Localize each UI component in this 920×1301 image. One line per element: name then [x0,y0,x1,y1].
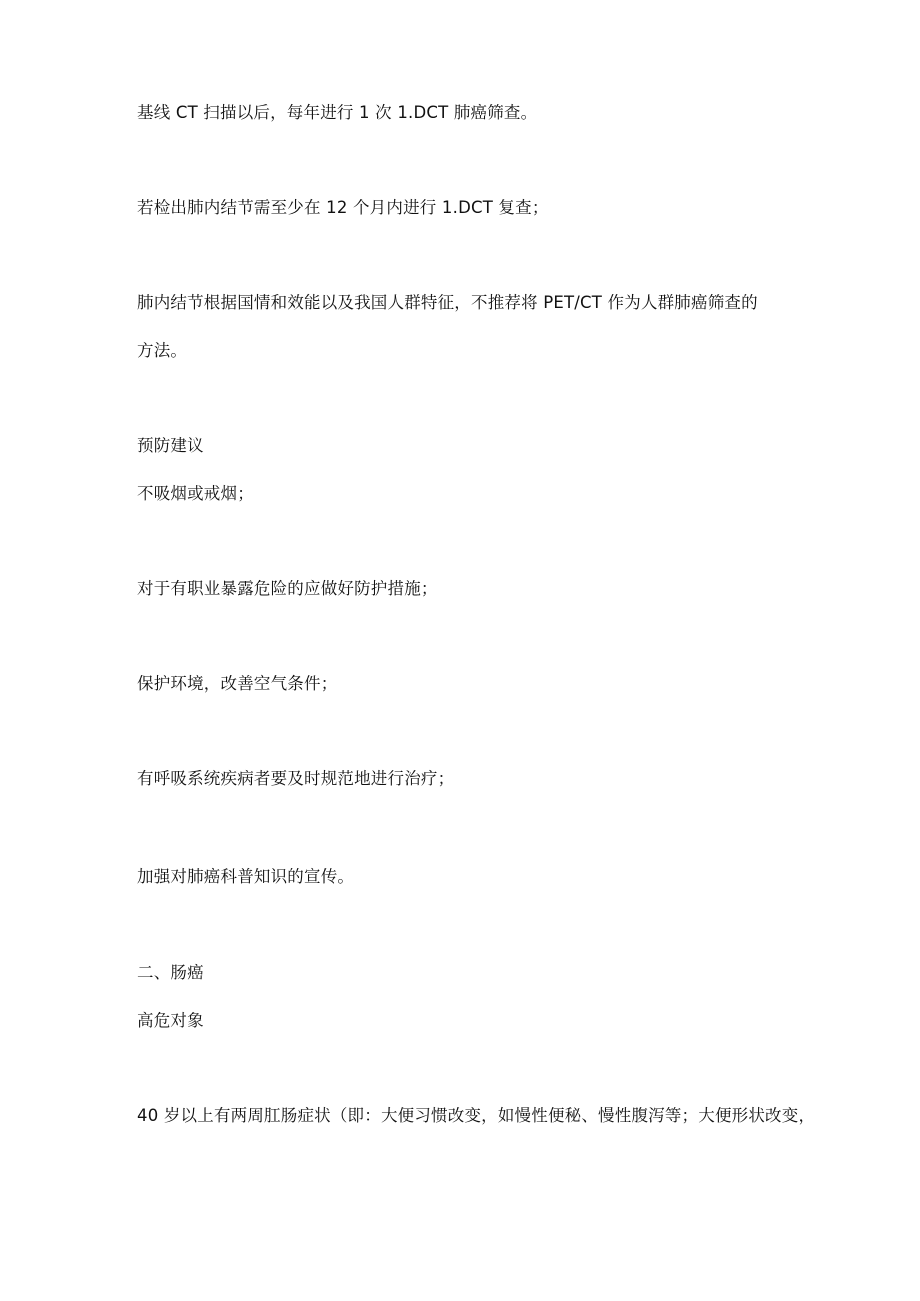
paragraph-pet-ct-not-recommended: 肺内结节根据国情和效能以及我国人群特征，不推荐将 PET/CT 作为人群肺癌筛查的 [137,293,758,312]
paragraph-pet-ct-continuation: 方法。 [137,341,188,360]
section-heading-colorectal-cancer: 二、肠癌 [137,963,204,982]
list-item-protect-environment: 保护环境，改善空气条件； [137,674,338,693]
list-item-treat-respiratory-disease: 有呼吸系统疾病者要及时规范地进行治疗； [137,769,455,788]
list-item-science-education: 加强对肺癌科普知识的宣传。 [137,867,355,886]
subheading-high-risk-group: 高危对象 [137,1011,204,1030]
paragraph-high-risk-symptoms: 40 岁以上有两周肛肠症状（即：大便习惯改变，如慢性便秘、慢性腹泻等；大便形状改变， [137,1106,816,1125]
heading-prevention-advice: 预防建议 [137,436,204,455]
list-item-no-smoking: 不吸烟或戒烟； [137,484,254,503]
list-item-occupational-protection: 对于有职业暴露危险的应做好防护措施； [137,579,438,598]
paragraph-annual-ldct-screening: 基线 CT 扫描以后，每年进行 1 次 1.DCT 肺癌筛查。 [137,103,538,122]
paragraph-nodule-recheck: 若检出肺内结节需至少在 12 个月内进行 1.DCT 复查； [137,198,549,217]
